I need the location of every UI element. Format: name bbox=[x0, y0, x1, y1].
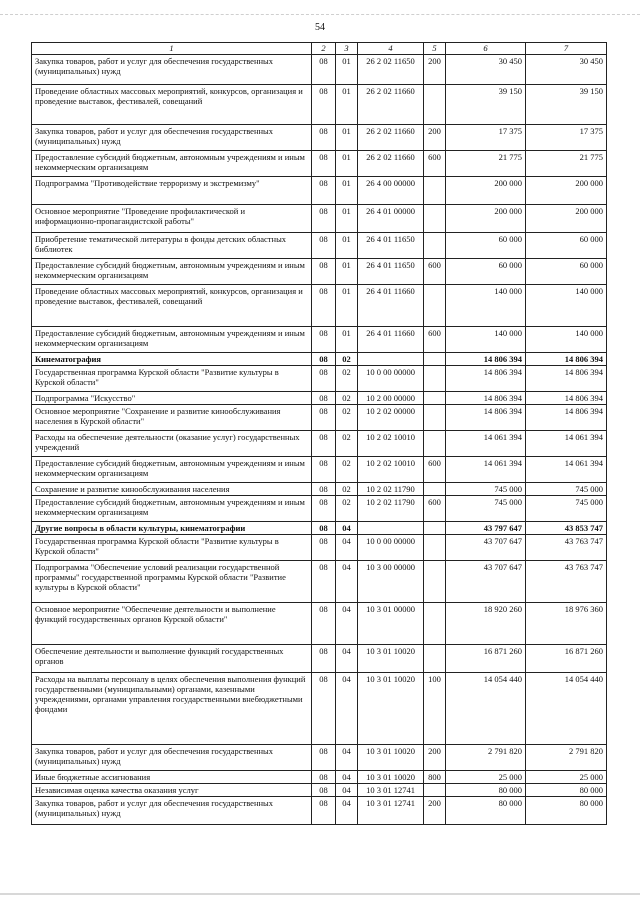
cell-expense-type: 800 bbox=[424, 771, 446, 784]
table-row bbox=[32, 353, 607, 366]
cell-target-article: 10 3 00 00000 bbox=[358, 561, 424, 603]
cell-amount-year1: 14 061 394 bbox=[446, 431, 526, 457]
header-col-7: 7 bbox=[526, 43, 607, 55]
cell-expense-type: 600 bbox=[424, 151, 446, 177]
cell-amount-year2: 39 150 bbox=[526, 85, 607, 125]
cell-expense-type: 200 bbox=[424, 745, 446, 771]
cell-section: 08 bbox=[312, 561, 336, 603]
cell-expense-type bbox=[424, 177, 446, 205]
budget-table bbox=[31, 42, 607, 825]
table-row bbox=[32, 366, 607, 392]
cell-subsection: 02 bbox=[336, 392, 358, 405]
cell-subsection: 04 bbox=[336, 797, 358, 825]
cell-amount-year2: 17 375 bbox=[526, 125, 607, 151]
cell-name: Кинематография bbox=[32, 353, 312, 366]
cell-amount-year1: 21 775 bbox=[446, 151, 526, 177]
cell-expense-type: 200 bbox=[424, 125, 446, 151]
cell-expense-type: 100 bbox=[424, 673, 446, 745]
cell-expense-type: 600 bbox=[424, 496, 446, 522]
table-row bbox=[32, 259, 607, 285]
cell-amount-year2: 43 763 747 bbox=[526, 561, 607, 603]
cell-section: 08 bbox=[312, 205, 336, 233]
cell-target-article bbox=[358, 353, 424, 366]
cell-target-article: 10 3 01 10020 bbox=[358, 645, 424, 673]
cell-expense-type bbox=[424, 353, 446, 366]
cell-target-article: 10 3 01 10020 bbox=[358, 673, 424, 745]
table-row bbox=[32, 603, 607, 645]
cell-target-article: 10 3 01 12741 bbox=[358, 797, 424, 825]
cell-subsection: 04 bbox=[336, 603, 358, 645]
table-row bbox=[32, 771, 607, 784]
table-row bbox=[32, 55, 607, 85]
cell-name: Обеспечение деятельности и выполнение функций государственных органов bbox=[32, 645, 312, 673]
cell-target-article: 10 2 02 11790 bbox=[358, 496, 424, 522]
cell-name: Основное мероприятие "Сохранение и развитие кинообслуживания населения в Курской области" bbox=[32, 405, 312, 431]
cell-target-article: 10 2 02 10010 bbox=[358, 431, 424, 457]
cell-amount-year1: 17 375 bbox=[446, 125, 526, 151]
cell-target-article: 26 2 02 11660 bbox=[358, 151, 424, 177]
cell-amount-year1: 140 000 bbox=[446, 285, 526, 327]
cell-target-article: 26 4 01 00000 bbox=[358, 205, 424, 233]
cell-name: Государственная программа Курской области "Развитие культуры в Курской области" bbox=[32, 535, 312, 561]
table-row bbox=[32, 177, 607, 205]
cell-amount-year1: 200 000 bbox=[446, 177, 526, 205]
cell-name: Иные бюджетные ассигнования bbox=[32, 771, 312, 784]
cell-amount-year1: 43 707 647 bbox=[446, 561, 526, 603]
cell-expense-type: 600 bbox=[424, 327, 446, 353]
cell-subsection: 02 bbox=[336, 457, 358, 483]
table-header-row bbox=[32, 43, 607, 55]
cell-section: 08 bbox=[312, 55, 336, 85]
cell-name: Приобретение тематической литературы в фонды детских областных библиотек bbox=[32, 233, 312, 259]
cell-amount-year2: 60 000 bbox=[526, 259, 607, 285]
cell-subsection: 04 bbox=[336, 561, 358, 603]
cell-section: 08 bbox=[312, 259, 336, 285]
cell-target-article: 10 3 01 12741 bbox=[358, 784, 424, 797]
cell-amount-year1: 16 871 260 bbox=[446, 645, 526, 673]
header-col-2: 2 bbox=[312, 43, 336, 55]
cell-amount-year2: 80 000 bbox=[526, 797, 607, 825]
cell-name: Закупка товаров, работ и услуг для обеспечения государственных (муниципальных) нужд bbox=[32, 125, 312, 151]
cell-amount-year1: 14 054 440 bbox=[446, 673, 526, 745]
cell-subsection: 04 bbox=[336, 522, 358, 535]
cell-amount-year2: 745 000 bbox=[526, 496, 607, 522]
cell-section: 08 bbox=[312, 797, 336, 825]
table-row bbox=[32, 522, 607, 535]
cell-amount-year1: 60 000 bbox=[446, 233, 526, 259]
cell-section: 08 bbox=[312, 784, 336, 797]
cell-amount-year2: 25 000 bbox=[526, 771, 607, 784]
cell-amount-year1: 25 000 bbox=[446, 771, 526, 784]
cell-amount-year1: 14 806 394 bbox=[446, 366, 526, 392]
cell-name: Закупка товаров, работ и услуг для обеспечения государственных (муниципальных) нужд bbox=[32, 745, 312, 771]
cell-subsection: 04 bbox=[336, 745, 358, 771]
cell-expense-type: 200 bbox=[424, 55, 446, 85]
cell-target-article: 10 3 01 10020 bbox=[358, 771, 424, 784]
cell-subsection: 02 bbox=[336, 405, 358, 431]
cell-section: 08 bbox=[312, 392, 336, 405]
cell-target-article: 10 2 02 11790 bbox=[358, 483, 424, 496]
cell-expense-type bbox=[424, 522, 446, 535]
cell-subsection: 01 bbox=[336, 151, 358, 177]
cell-name: Проведение областных массовых мероприятий, конкурсов, организация и проведение выставок, фестивалей, совещаний bbox=[32, 85, 312, 125]
cell-expense-type bbox=[424, 205, 446, 233]
cell-amount-year1: 14 806 394 bbox=[446, 392, 526, 405]
cell-target-article: 10 2 00 00000 bbox=[358, 392, 424, 405]
header-col-4: 4 bbox=[358, 43, 424, 55]
table-row bbox=[32, 327, 607, 353]
cell-amount-year2: 2 791 820 bbox=[526, 745, 607, 771]
budget-table-container bbox=[31, 42, 606, 825]
header-col-6: 6 bbox=[446, 43, 526, 55]
cell-expense-type bbox=[424, 85, 446, 125]
cell-target-article: 10 2 02 10010 bbox=[358, 457, 424, 483]
cell-name: Проведение областных массовых мероприятий, конкурсов, организация и проведение выставок, фестивалей, совещаний bbox=[32, 285, 312, 327]
cell-amount-year2: 43 853 747 bbox=[526, 522, 607, 535]
cell-amount-year2: 140 000 bbox=[526, 327, 607, 353]
cell-section: 08 bbox=[312, 645, 336, 673]
cell-expense-type bbox=[424, 366, 446, 392]
cell-amount-year2: 14 061 394 bbox=[526, 431, 607, 457]
cell-target-article: 10 3 01 00000 bbox=[358, 603, 424, 645]
cell-amount-year2: 745 000 bbox=[526, 483, 607, 496]
cell-name: Предоставление субсидий бюджетным, автономным учреждениям и иным некоммерческим организациям bbox=[32, 457, 312, 483]
table-row bbox=[32, 233, 607, 259]
cell-section: 08 bbox=[312, 353, 336, 366]
cell-expense-type bbox=[424, 405, 446, 431]
table-row bbox=[32, 457, 607, 483]
cell-section: 08 bbox=[312, 535, 336, 561]
cell-subsection: 02 bbox=[336, 483, 358, 496]
cell-name: Сохранение и развитие кинообслуживания населения bbox=[32, 483, 312, 496]
table-row bbox=[32, 561, 607, 603]
cell-subsection: 04 bbox=[336, 673, 358, 745]
cell-amount-year2: 14 806 394 bbox=[526, 392, 607, 405]
cell-amount-year2: 14 806 394 bbox=[526, 405, 607, 431]
cell-subsection: 01 bbox=[336, 205, 358, 233]
cell-expense-type bbox=[424, 285, 446, 327]
cell-subsection: 04 bbox=[336, 535, 358, 561]
cell-section: 08 bbox=[312, 673, 336, 745]
cell-section: 08 bbox=[312, 177, 336, 205]
cell-expense-type bbox=[424, 645, 446, 673]
table-row bbox=[32, 673, 607, 745]
cell-amount-year1: 30 450 bbox=[446, 55, 526, 85]
table-row bbox=[32, 483, 607, 496]
table-row bbox=[32, 151, 607, 177]
cell-target-article: 10 0 00 00000 bbox=[358, 535, 424, 561]
cell-amount-year2: 14 054 440 bbox=[526, 673, 607, 745]
cell-amount-year2: 200 000 bbox=[526, 177, 607, 205]
cell-section: 08 bbox=[312, 457, 336, 483]
cell-amount-year2: 14 806 394 bbox=[526, 353, 607, 366]
cell-subsection: 02 bbox=[336, 431, 358, 457]
table-row bbox=[32, 205, 607, 233]
cell-amount-year2: 16 871 260 bbox=[526, 645, 607, 673]
cell-name: Другие вопросы в области культуры, кинематографии bbox=[32, 522, 312, 535]
cell-name: Подпрограмма "Обеспечение условий реализации государственной программы" государственной программы Курской области "Развитие культуры в Курской области" bbox=[32, 561, 312, 603]
cell-section: 08 bbox=[312, 603, 336, 645]
table-row bbox=[32, 784, 607, 797]
cell-amount-year2: 21 775 bbox=[526, 151, 607, 177]
cell-section: 08 bbox=[312, 233, 336, 259]
cell-name: Предоставление субсидий бюджетным, автономным учреждениям и иным некоммерческим организациям bbox=[32, 496, 312, 522]
cell-amount-year2: 200 000 bbox=[526, 205, 607, 233]
cell-expense-type bbox=[424, 603, 446, 645]
cell-section: 08 bbox=[312, 522, 336, 535]
cell-subsection: 01 bbox=[336, 85, 358, 125]
cell-amount-year1: 80 000 bbox=[446, 797, 526, 825]
cell-expense-type: 600 bbox=[424, 259, 446, 285]
cell-subsection: 01 bbox=[336, 177, 358, 205]
table-row bbox=[32, 285, 607, 327]
cell-amount-year1: 14 806 394 bbox=[446, 405, 526, 431]
cell-target-article: 10 2 02 00000 bbox=[358, 405, 424, 431]
cell-amount-year1: 60 000 bbox=[446, 259, 526, 285]
cell-amount-year2: 80 000 bbox=[526, 784, 607, 797]
cell-section: 08 bbox=[312, 745, 336, 771]
cell-expense-type: 200 bbox=[424, 797, 446, 825]
cell-name: Независимая оценка качества оказания услуг bbox=[32, 784, 312, 797]
cell-target-article: 26 4 01 11650 bbox=[358, 233, 424, 259]
table-row bbox=[32, 797, 607, 825]
header-col-3: 3 bbox=[336, 43, 358, 55]
cell-amount-year2: 30 450 bbox=[526, 55, 607, 85]
cell-amount-year1: 18 920 260 bbox=[446, 603, 526, 645]
table-row bbox=[32, 535, 607, 561]
cell-section: 08 bbox=[312, 366, 336, 392]
cell-amount-year2: 14 806 394 bbox=[526, 366, 607, 392]
cell-expense-type bbox=[424, 392, 446, 405]
cell-amount-year2: 60 000 bbox=[526, 233, 607, 259]
cell-subsection: 01 bbox=[336, 233, 358, 259]
cell-amount-year1: 39 150 bbox=[446, 85, 526, 125]
cell-name: Предоставление субсидий бюджетным, автономным учреждениям и иным некоммерческим организациям bbox=[32, 151, 312, 177]
cell-name: Основное мероприятие "Проведение профилактической и информационно-пропагандистской работы" bbox=[32, 205, 312, 233]
cell-expense-type: 600 bbox=[424, 457, 446, 483]
cell-subsection: 04 bbox=[336, 771, 358, 784]
page-number: 54 bbox=[315, 22, 325, 33]
cell-target-article: 26 4 00 00000 bbox=[358, 177, 424, 205]
cell-target-article: 26 4 01 11650 bbox=[358, 259, 424, 285]
cell-target-article: 26 4 01 11660 bbox=[358, 285, 424, 327]
header-col-5: 5 bbox=[424, 43, 446, 55]
cell-section: 08 bbox=[312, 125, 336, 151]
table-row bbox=[32, 745, 607, 771]
cell-expense-type bbox=[424, 535, 446, 561]
cell-name: Закупка товаров, работ и услуг для обеспечения государственных (муниципальных) нужд bbox=[32, 55, 312, 85]
table-row bbox=[32, 645, 607, 673]
cell-subsection: 01 bbox=[336, 55, 358, 85]
cell-amount-year2: 43 763 747 bbox=[526, 535, 607, 561]
table-row bbox=[32, 392, 607, 405]
cell-amount-year2: 14 061 394 bbox=[526, 457, 607, 483]
cell-subsection: 04 bbox=[336, 784, 358, 797]
cell-name: Расходы на выплаты персоналу в целях обеспечения выполнения функций государственными (муниципальными) органами, казенными учреждениями, органами управления государственными внебюджетными фондами bbox=[32, 673, 312, 745]
cell-subsection: 01 bbox=[336, 125, 358, 151]
cell-subsection: 02 bbox=[336, 353, 358, 366]
cell-amount-year1: 43 707 647 bbox=[446, 535, 526, 561]
cell-expense-type bbox=[424, 561, 446, 603]
cell-expense-type bbox=[424, 233, 446, 259]
cell-name: Закупка товаров, работ и услуг для обеспечения государственных (муниципальных) нужд bbox=[32, 797, 312, 825]
cell-section: 08 bbox=[312, 285, 336, 327]
cell-amount-year1: 14 061 394 bbox=[446, 457, 526, 483]
cell-amount-year1: 2 791 820 bbox=[446, 745, 526, 771]
table-body bbox=[32, 55, 607, 825]
cell-target-article: 10 0 00 00000 bbox=[358, 366, 424, 392]
cell-section: 08 bbox=[312, 327, 336, 353]
table-row bbox=[32, 405, 607, 431]
cell-name: Подпрограмма "Противодействие терроризму и экстремизму" bbox=[32, 177, 312, 205]
table-row bbox=[32, 431, 607, 457]
cell-subsection: 01 bbox=[336, 285, 358, 327]
cell-amount-year1: 200 000 bbox=[446, 205, 526, 233]
cell-name: Подпрограмма "Искусство" bbox=[32, 392, 312, 405]
table-row bbox=[32, 496, 607, 522]
scan-edge-top bbox=[0, 14, 640, 16]
cell-target-article: 26 4 01 11660 bbox=[358, 327, 424, 353]
table-row bbox=[32, 85, 607, 125]
cell-name: Основное мероприятие "Обеспечение деятельности и выполнение функций государственных органов Курской области" bbox=[32, 603, 312, 645]
cell-name: Государственная программа Курской области "Развитие культуры в Курской области" bbox=[32, 366, 312, 392]
header-col-1: 1 bbox=[32, 43, 312, 55]
cell-target-article: 26 2 02 11660 bbox=[358, 85, 424, 125]
cell-subsection: 02 bbox=[336, 496, 358, 522]
cell-section: 08 bbox=[312, 405, 336, 431]
cell-amount-year2: 18 976 360 bbox=[526, 603, 607, 645]
scan-edge-bottom bbox=[0, 893, 640, 895]
cell-amount-year1: 745 000 bbox=[446, 496, 526, 522]
cell-name: Предоставление субсидий бюджетным, автономным учреждениям и иным некоммерческим организациям bbox=[32, 327, 312, 353]
cell-name: Расходы на обеспечение деятельности (оказание услуг) государственных учреждений bbox=[32, 431, 312, 457]
cell-subsection: 04 bbox=[336, 645, 358, 673]
cell-name: Предоставление субсидий бюджетным, автономным учреждениям и иным некоммерческим организациям bbox=[32, 259, 312, 285]
cell-target-article bbox=[358, 522, 424, 535]
cell-section: 08 bbox=[312, 431, 336, 457]
cell-amount-year2: 140 000 bbox=[526, 285, 607, 327]
table-row bbox=[32, 125, 607, 151]
cell-target-article: 26 2 02 11650 bbox=[358, 55, 424, 85]
cell-amount-year1: 14 806 394 bbox=[446, 353, 526, 366]
cell-section: 08 bbox=[312, 496, 336, 522]
cell-subsection: 02 bbox=[336, 366, 358, 392]
cell-expense-type bbox=[424, 431, 446, 457]
cell-expense-type bbox=[424, 784, 446, 797]
cell-amount-year1: 80 000 bbox=[446, 784, 526, 797]
cell-section: 08 bbox=[312, 151, 336, 177]
cell-target-article: 26 2 02 11660 bbox=[358, 125, 424, 151]
cell-expense-type bbox=[424, 483, 446, 496]
cell-amount-year1: 745 000 bbox=[446, 483, 526, 496]
cell-section: 08 bbox=[312, 483, 336, 496]
cell-target-article: 10 3 01 10020 bbox=[358, 745, 424, 771]
cell-subsection: 01 bbox=[336, 327, 358, 353]
cell-amount-year1: 43 797 647 bbox=[446, 522, 526, 535]
cell-section: 08 bbox=[312, 85, 336, 125]
cell-subsection: 01 bbox=[336, 259, 358, 285]
cell-section: 08 bbox=[312, 771, 336, 784]
cell-amount-year1: 140 000 bbox=[446, 327, 526, 353]
